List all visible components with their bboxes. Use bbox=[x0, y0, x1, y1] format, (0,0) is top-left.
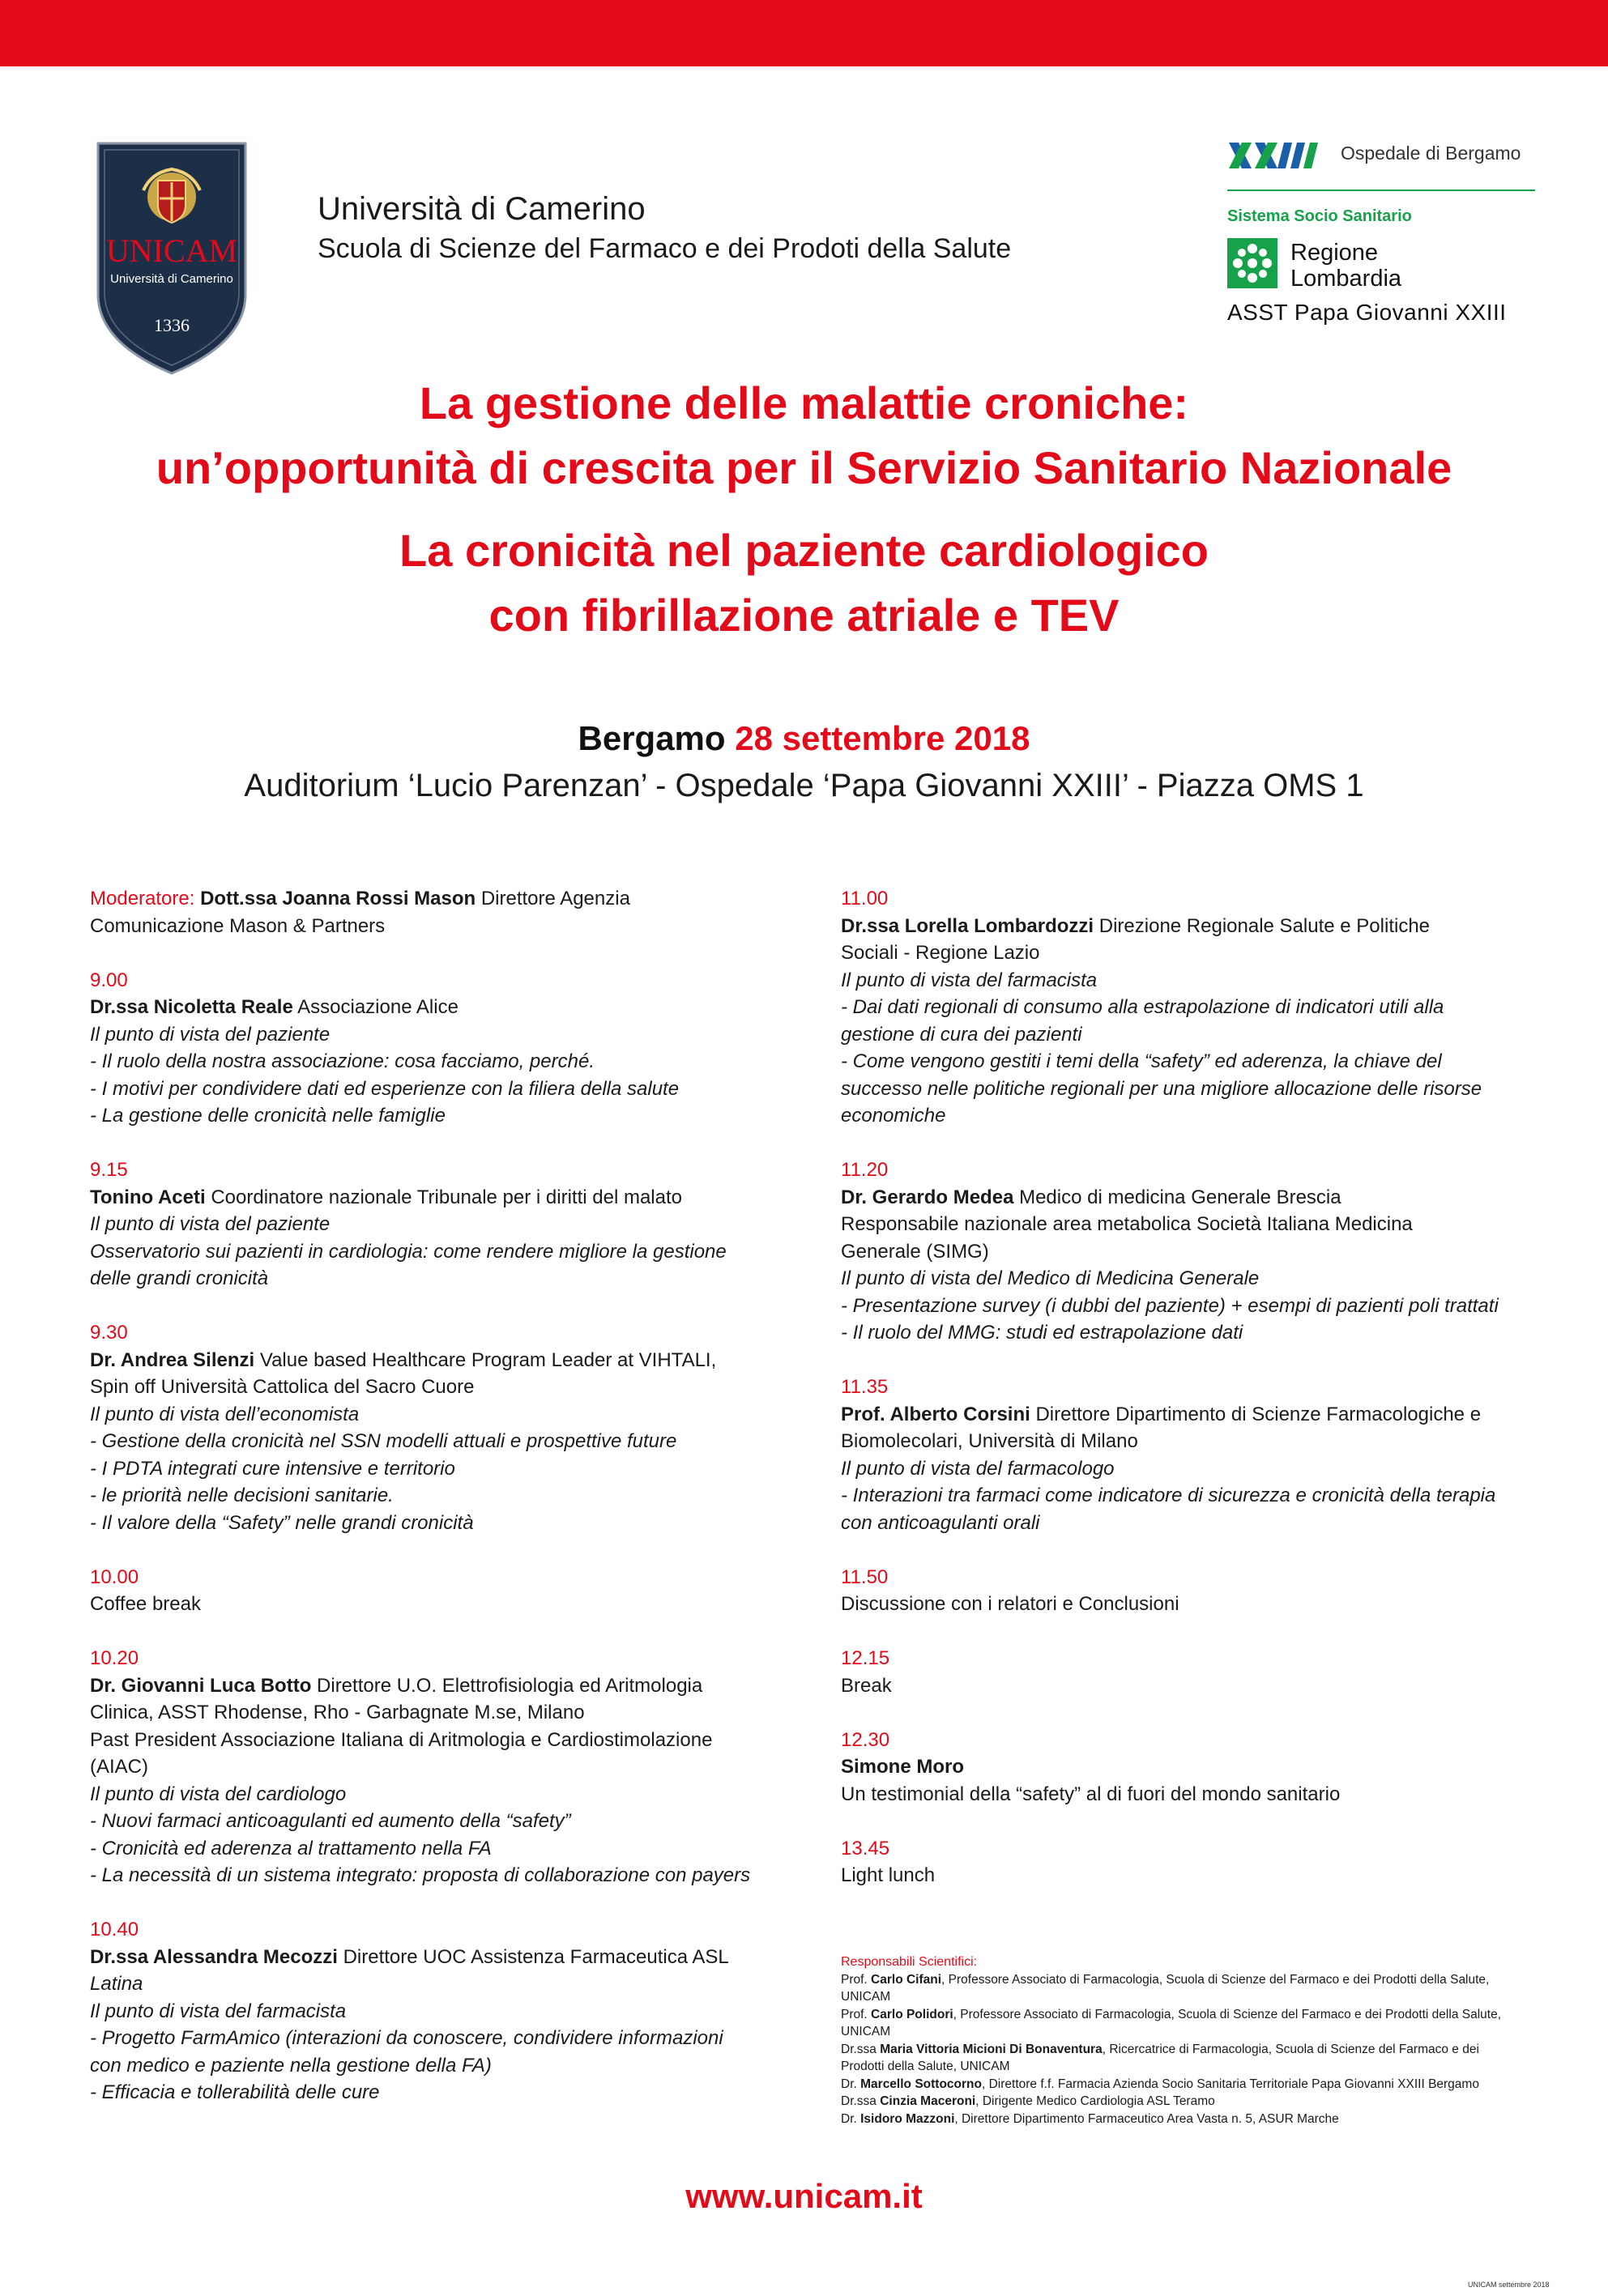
speaker-role-cont: Past President Associazione Italiana di Aritmologia e Cardiostimolazione bbox=[90, 1728, 713, 1751]
member-role: , Dirigente Medico Cardiologia ASL Teramo bbox=[975, 2094, 1215, 2108]
item-point: - Efficacia e tollerabilità delle cure bbox=[90, 2081, 380, 2103]
item-topic: Il punto di vista del paziente bbox=[90, 1213, 331, 1235]
member-prefix: Dr.ssa bbox=[841, 2094, 881, 2108]
item-point: - Il ruolo del MMG: studi ed estrapolazione dati bbox=[841, 1322, 1243, 1344]
item-text: Light lunch bbox=[841, 1864, 936, 1886]
item-time: 10.40 bbox=[90, 1919, 139, 1940]
speaker-role-cont: Biomolecolari, Università di Milano bbox=[841, 1430, 1138, 1452]
regione-lombardia-icon bbox=[1227, 238, 1277, 288]
unicam-year: 1336 bbox=[154, 315, 190, 335]
program-item bbox=[90, 1916, 778, 2106]
sistema-socio-sanitario: Sistema Socio Sanitario bbox=[1227, 207, 1412, 225]
unicam-shield-logo bbox=[95, 140, 249, 377]
speaker-name: Prof. Alberto Corsini bbox=[841, 1403, 1030, 1425]
member-role-cont: UNICAM bbox=[841, 2025, 891, 2038]
title-line3: La cronicità nel paziente cardiologico bbox=[399, 525, 1209, 576]
region-line2: Lombardia bbox=[1290, 266, 1402, 292]
member-name: Carlo Polidori bbox=[871, 2007, 953, 2021]
event-venue: Auditorium ‘Lucio Parenzan’ - Ospedale ‘Papa Giovanni XXIII’ - Piazza OMS 1 bbox=[244, 768, 1364, 803]
program-item bbox=[90, 1564, 778, 1618]
speaker-name: Dr.ssa Alessandra Mecozzi bbox=[90, 1945, 338, 1968]
speaker-role: Direttore Dipartimento di Scienze Farmacologiche e bbox=[1030, 1403, 1482, 1425]
member-name: Cinzia Maceroni bbox=[880, 2094, 976, 2108]
item-point: economiche bbox=[841, 1105, 946, 1127]
item-point: - Presentazione survey (i dubbi del paziente) + esempi di pazienti poli trattati bbox=[841, 1294, 1499, 1317]
speaker-role-cont: Generale (SIMG) bbox=[841, 1240, 989, 1263]
item-topic: Il punto di vista dell’economista bbox=[90, 1403, 360, 1425]
speaker-role: Coordinatore nazionale Tribunale per i diritti del malato bbox=[205, 1186, 682, 1208]
item-point: - La necessità di un sistema integrato: proposta di collaborazione con payers bbox=[90, 1864, 751, 1886]
item-point: - Progetto FarmAmico (interazioni da conoscere, condividere informazioni bbox=[90, 2027, 723, 2049]
program-item bbox=[90, 967, 778, 1130]
member-role: , Direttore Dipartimento Farmaceutico Area Vasta n. 5, ASUR Marche bbox=[954, 2111, 1339, 2126]
item-point: - La gestione delle cronicità nelle famiglie bbox=[90, 1105, 446, 1127]
xxiii-logo-icon bbox=[1227, 139, 1333, 172]
speaker-role-cont: Latina bbox=[90, 1973, 143, 1995]
member-role: , Professore Associato di Farmacologia, Scuola di Scienze del Farmaco e dei Prodotti della Salute, bbox=[941, 1972, 1490, 1987]
program-item bbox=[90, 1157, 778, 1293]
asst-name: ASST Papa Giovanni XXIII bbox=[1227, 300, 1507, 325]
print-code: UNICAM settembre 2018 bbox=[1468, 2281, 1550, 2289]
item-text: Coffee break bbox=[90, 1593, 201, 1615]
item-point: Osservatorio sui pazienti in cardiologia: come rendere migliore la gestione bbox=[90, 1240, 727, 1263]
member-role: , Direttore f.f. Farmacia Azienda Socio Sanitaria Territoriale Papa Giovanni XXIII Bergamo bbox=[981, 2077, 1479, 2091]
speaker-name: Dr. Andrea Silenzi bbox=[90, 1348, 255, 1371]
item-point: con medico e paziente nella gestione della FA) bbox=[90, 2054, 492, 2077]
item-point: successo nelle politiche regionali per una migliore allocazione delle risorse bbox=[841, 1077, 1482, 1100]
event-city: Bergamo bbox=[578, 719, 726, 757]
title-line1: La gestione delle malattie croniche: bbox=[419, 377, 1189, 428]
event-date: 28 settembre 2018 bbox=[735, 719, 1030, 757]
item-time: 9.15 bbox=[90, 1159, 128, 1181]
speaker-role-cont: Spin off Università Cattolica del Sacro Cuore bbox=[90, 1376, 475, 1398]
item-point: - le priorità nelle decisioni sanitarie. bbox=[90, 1485, 394, 1506]
hospital-name: Ospedale di Bergamo bbox=[1341, 143, 1521, 164]
item-text: Break bbox=[841, 1674, 892, 1697]
item-text: Un testimonial della “safety” al di fuori del mondo sanitario bbox=[841, 1783, 1341, 1805]
member-prefix: Dr. bbox=[841, 2111, 861, 2126]
program-item bbox=[841, 1374, 1546, 1536]
member-role: , Ricercatrice di Farmacologia, Scuola di Scienze del Farmaco e dei bbox=[1102, 2042, 1479, 2056]
speaker-name: Dr. Giovanni Luca Botto bbox=[90, 1674, 312, 1697]
member-name: Isidoro Mazzoni bbox=[860, 2111, 955, 2126]
item-time: 11.35 bbox=[841, 1376, 889, 1398]
speaker-role: Value based Healthcare Program Leader at VIHTALI, bbox=[254, 1348, 717, 1371]
moderator-name: Dott.ssa Joanna Rossi Mason bbox=[200, 888, 476, 909]
item-point: - Come vengono gestiti i temi della “safety” ed aderenza, la chiave del bbox=[841, 1050, 1442, 1072]
item-point: - Il valore della “Safety” nelle grandi cronicità bbox=[90, 1511, 474, 1534]
scientific-committee bbox=[841, 1953, 1554, 2128]
item-time: 13.45 bbox=[841, 1837, 890, 1859]
region-line1: Regione bbox=[1290, 240, 1379, 266]
item-point: delle grandi cronicità bbox=[90, 1267, 269, 1289]
speaker-role: Associazione Alice bbox=[292, 996, 459, 1018]
item-time: 9.30 bbox=[90, 1322, 128, 1344]
title-line4: con fibrillazione atriale e TEV bbox=[488, 590, 1120, 641]
program-item bbox=[90, 1645, 778, 1889]
item-topic: Il punto di vista del farmacista bbox=[841, 969, 1098, 991]
member-role: , Professore Associato di Farmacologia, Scuola di Scienze del Farmaco e dei Prodotti della Salute, bbox=[953, 2007, 1501, 2021]
speaker-role-cont: Sociali - Regione Lazio bbox=[841, 942, 1040, 964]
program-item bbox=[841, 1727, 1546, 1808]
item-point: - I PDTA integrati cure intensive e territorio bbox=[90, 1457, 455, 1480]
item-point: gestione di cura dei pazienti bbox=[841, 1023, 1082, 1046]
item-time: 11.00 bbox=[841, 888, 889, 909]
program-left-column bbox=[90, 885, 778, 2133]
item-topic: Il punto di vista del farmacista bbox=[90, 2000, 347, 2022]
program-item bbox=[841, 885, 1546, 1130]
program-item bbox=[841, 1835, 1546, 1889]
regione-lombardia-text bbox=[1290, 240, 1401, 292]
event-titles bbox=[0, 371, 1608, 648]
program-item bbox=[90, 1319, 778, 1536]
program-moderator bbox=[90, 885, 778, 939]
program-item bbox=[841, 1157, 1546, 1347]
speaker-role: Direzione Regionale Salute e Politiche bbox=[1094, 914, 1431, 937]
item-topic: Il punto di vista del farmacologo bbox=[841, 1457, 1115, 1480]
speaker-name: Dr. Gerardo Medea bbox=[841, 1186, 1014, 1208]
member-role-cont: Prodotti della Salute, UNICAM bbox=[841, 2060, 1010, 2073]
item-point: con anticoagulanti orali bbox=[841, 1511, 1040, 1534]
program-item bbox=[841, 1564, 1546, 1618]
item-time: 10.00 bbox=[90, 1565, 139, 1588]
member-prefix: Prof. bbox=[841, 1972, 872, 1987]
speaker-name: Dr.ssa Lorella Lombardozzi bbox=[841, 914, 1094, 937]
school-name: Scuola di Scienze del Farmaco e dei Prodoti della Salute bbox=[318, 233, 1012, 264]
speaker-name: Tonino Aceti bbox=[90, 1186, 206, 1208]
program-item bbox=[841, 1645, 1546, 1699]
website-link[interactable]: www.unicam.it bbox=[685, 2177, 923, 2215]
hospital-divider bbox=[1227, 190, 1535, 191]
item-topic: Il punto di vista del paziente bbox=[90, 1023, 331, 1046]
item-point: - Cronicità ed aderenza al trattamento nella FA bbox=[90, 1837, 492, 1859]
item-time: 11.20 bbox=[841, 1159, 889, 1181]
event-date-line bbox=[0, 719, 1608, 758]
speaker-role-cont: Responsabile nazionale area metabolica Società Italiana Medicina bbox=[841, 1213, 1413, 1235]
member-name: Maria Vittoria Micioni Di Bonaventura bbox=[880, 2042, 1103, 2056]
item-time: 11.50 bbox=[841, 1565, 889, 1588]
committee-title: Responsabili Scientifici: bbox=[841, 1955, 978, 1969]
item-topic: Il punto di vista del Medico di Medicina Generale bbox=[841, 1267, 1260, 1289]
top-red-bar bbox=[0, 0, 1608, 66]
member-name: Carlo Cifani bbox=[871, 1972, 942, 1987]
speaker-name: Dr.ssa Nicoletta Reale bbox=[90, 996, 293, 1018]
item-point: - Dai dati regionali di consumo alla estrapolazione di indicatori utili alla bbox=[841, 996, 1444, 1018]
speaker-role: Direttore U.O. Elettrofisiologia ed Aritmologia bbox=[311, 1674, 703, 1697]
item-time: 9.00 bbox=[90, 969, 128, 991]
member-prefix: Prof. bbox=[841, 2007, 872, 2021]
item-time: 10.20 bbox=[90, 1647, 139, 1669]
member-role-cont: UNICAM bbox=[841, 1990, 891, 2004]
speaker-role-cont: Clinica, ASST Rhodense, Rho - Garbagnate M.se, Milano bbox=[90, 1702, 585, 1723]
item-text: Discussione con i relatori e Conclusioni bbox=[841, 1593, 1179, 1615]
member-prefix: Dr.ssa bbox=[841, 2042, 881, 2056]
item-time: 12.30 bbox=[841, 1728, 890, 1751]
item-topic: Il punto di vista del cardiologo bbox=[90, 1783, 347, 1805]
moderator-role-b: Comunicazione Mason & Partners bbox=[90, 914, 386, 937]
item-point: - Nuovi farmaci anticoagulanti ed aumento della “safety” bbox=[90, 1810, 571, 1832]
item-point: - Gestione della cronicità nel SSN modelli attuali e prospettive future bbox=[90, 1430, 677, 1452]
speaker-name: Simone Moro bbox=[841, 1756, 965, 1778]
unicam-subtitle: Università di Camerino bbox=[110, 272, 233, 286]
member-prefix: Dr. bbox=[841, 2077, 861, 2091]
moderator-label: Moderatore: bbox=[90, 888, 201, 909]
speaker-role: Direttore UOC Assistenza Farmaceutica ASL bbox=[337, 1945, 729, 1968]
speaker-role-cont: (AIAC) bbox=[90, 1756, 148, 1778]
moderator-role-a: Direttore Agenzia bbox=[476, 888, 630, 909]
university-header bbox=[318, 188, 1011, 267]
item-time: 12.15 bbox=[841, 1647, 890, 1669]
member-name: Marcello Sottocorno bbox=[860, 2077, 982, 2091]
item-point: - I motivi per condividere dati ed esperienze con la filiera della salute bbox=[90, 1077, 680, 1100]
item-point: - Interazioni tra farmaci come indicatore di sicurezza e cronicità della terapia bbox=[841, 1485, 1496, 1506]
unicam-brand-text: UNICAM bbox=[105, 232, 238, 269]
title-line2: un’opportunità di crescita per il Servizio Sanitario Nazionale bbox=[156, 442, 1452, 493]
speaker-role: Medico di medicina Generale Brescia bbox=[1013, 1186, 1341, 1208]
program-right-column bbox=[841, 885, 1546, 1916]
hospital-logo-block bbox=[1227, 139, 1535, 334]
university-name: Università di Camerino bbox=[318, 191, 646, 227]
item-point: - Il ruolo della nostra associazione: cosa facciamo, perché. bbox=[90, 1050, 595, 1072]
